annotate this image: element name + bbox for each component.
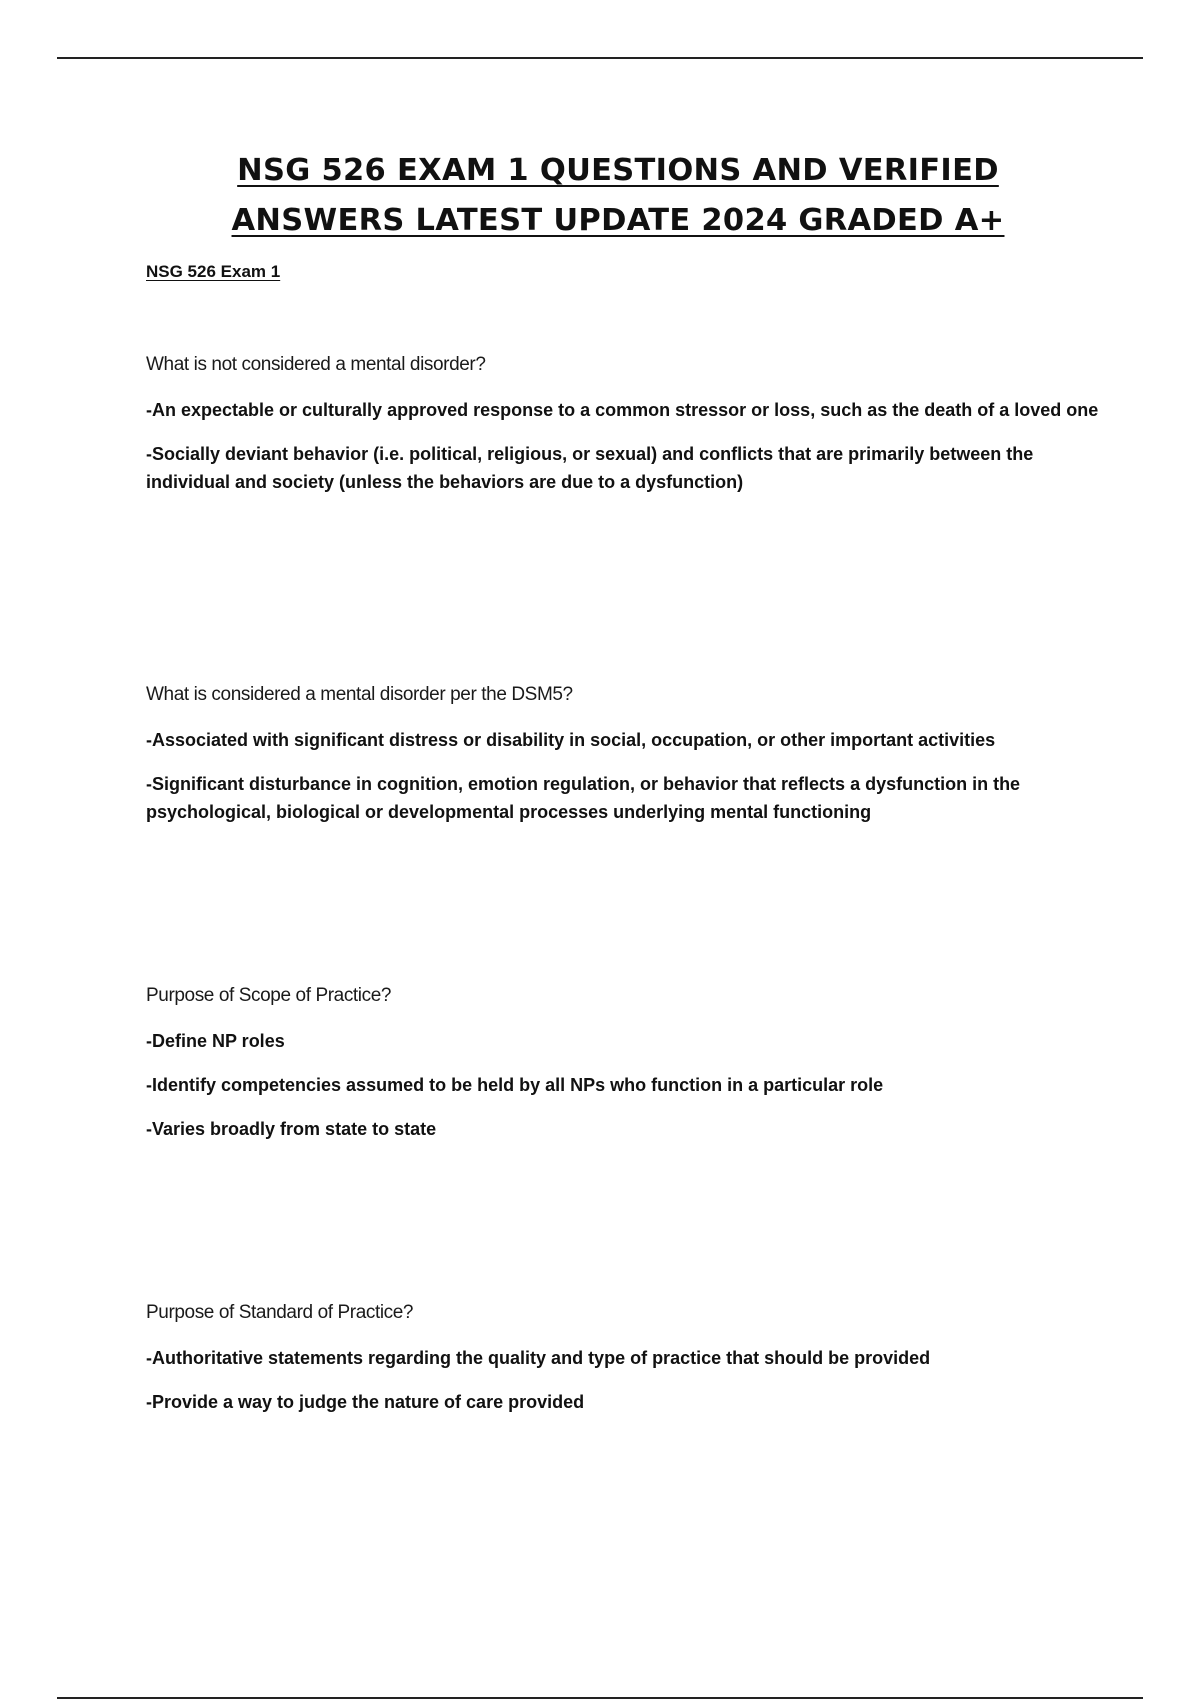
top-rule bbox=[57, 57, 1143, 59]
answer: -Associated with significant distress or disability in social, occupation, or other important activities bbox=[146, 730, 996, 750]
bottom-rule bbox=[57, 1697, 1143, 1699]
answer: -Varies broadly from state to state bbox=[146, 1119, 437, 1139]
answer: -Provide a way to judge the nature of care provided bbox=[146, 1392, 585, 1412]
question: Purpose of Scope of Practice? bbox=[146, 985, 392, 1006]
answer: -An expectable or culturally approved response to a common stressor or loss, such as the death of a loved one bbox=[146, 400, 1099, 420]
question: What is considered a mental disorder per the DSM5? bbox=[146, 684, 573, 705]
qa-block bbox=[146, 682, 1106, 842]
answer: -Socially deviant behavior (i.e. political, religious, or sexual) and conflicts that are primarily between the individual and society (unless the behaviors are due to a dysfunction) bbox=[146, 444, 1034, 492]
qa-block bbox=[146, 352, 1106, 512]
answer: -Significant disturbance in cognition, emotion regulation, or behavior that reflects a dysfunction in the psychological, biological or developmental processes underlying mental functioning bbox=[146, 774, 1021, 822]
document-subtitle: NSG 526 Exam 1 bbox=[146, 262, 281, 281]
question: Purpose of Standard of Practice? bbox=[146, 1302, 414, 1323]
title-line-2: ANSWERS LATEST UPDATE 2024 GRADED A+ bbox=[231, 203, 1005, 238]
title-line-1: NSG 526 EXAM 1 QUESTIONS AND VERIFIED bbox=[237, 153, 999, 188]
question: What is not considered a mental disorder? bbox=[146, 354, 486, 375]
answer: -Identify competencies assumed to be held by all NPs who function in a particular role bbox=[146, 1075, 884, 1095]
qa-block bbox=[146, 983, 1106, 1159]
qa-block bbox=[146, 1300, 1106, 1432]
answer: -Authoritative statements regarding the quality and type of practice that should be provided bbox=[146, 1348, 931, 1368]
answer: -Define NP roles bbox=[146, 1031, 285, 1051]
document-title bbox=[0, 146, 1200, 246]
